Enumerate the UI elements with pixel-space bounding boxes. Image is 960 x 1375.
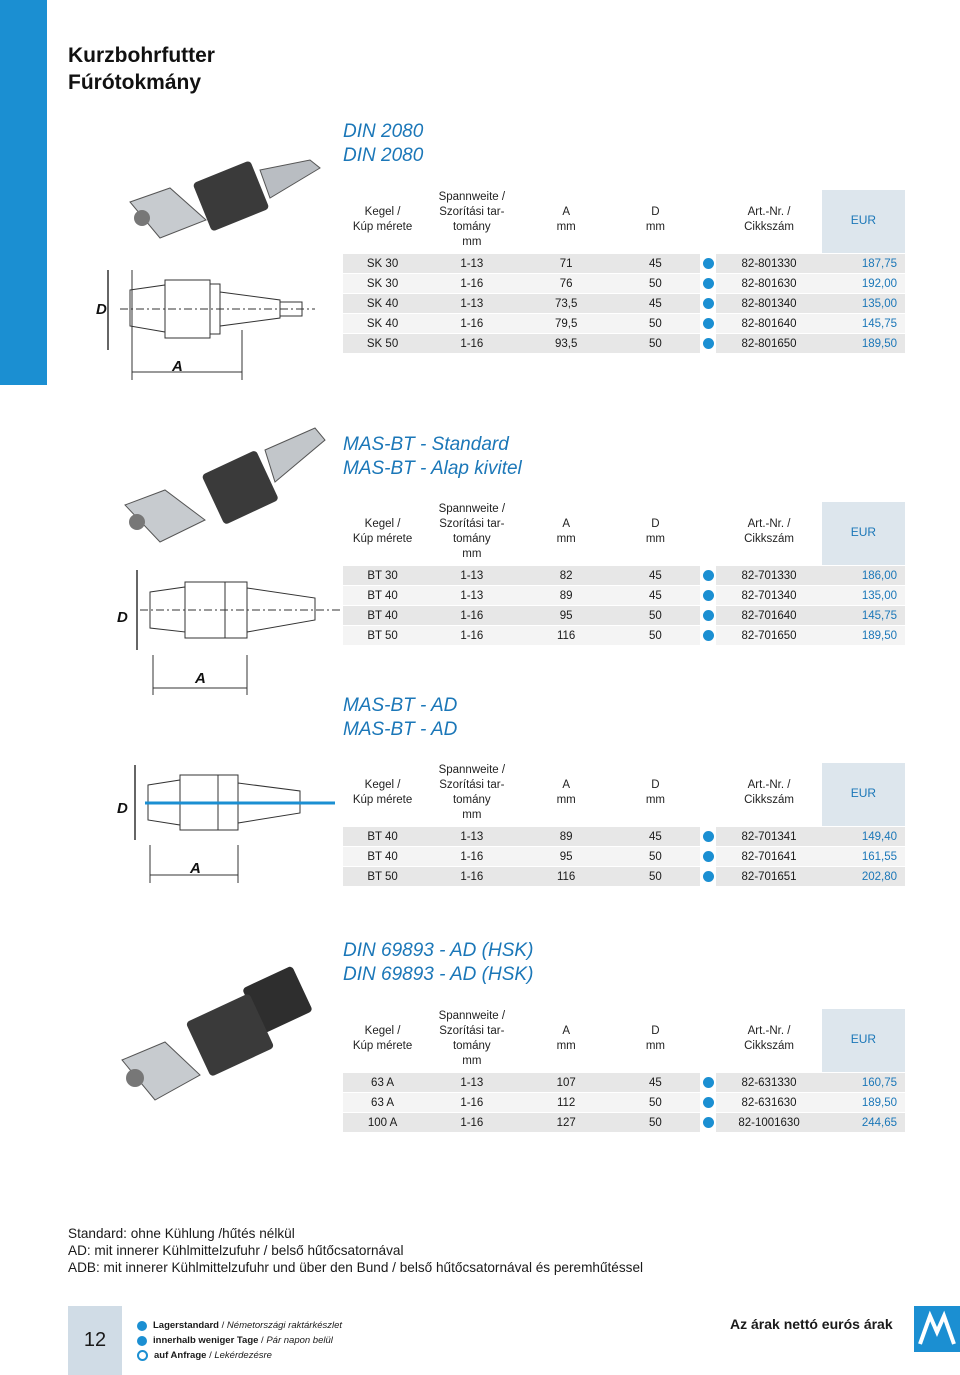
logo-mark-icon	[914, 1306, 960, 1352]
note-adb: ADB: mit innerer Kühlmittelzufuhr und über den Bund / belső hűtőcsatornával és peremhűtéssel	[68, 1260, 644, 1275]
section-title-de: DIN 69893 - AD (HSK)	[343, 940, 534, 961]
legend-item: auf Anfrage / Lekérdezésre	[137, 1348, 342, 1363]
stock-dot-icon	[703, 630, 714, 641]
brand-logo	[914, 1306, 960, 1352]
table-row: BT 50 1-16 116 50 82-701651 202,80	[343, 867, 905, 887]
dim-a-label: A	[190, 860, 201, 877]
stock-dot-icon	[703, 1097, 714, 1108]
table-row: SK 50 1-16 93,5 50 82-801650 189,50	[343, 334, 905, 354]
col-header-art-nr: Art.-Nr. / Cikkszám	[744, 518, 794, 545]
section-title-masbt-standard	[343, 433, 522, 481]
table-row: 63 A 1-16 112 50 82-631630 189,50	[343, 1093, 905, 1113]
bt-ad-chuck-drawing	[110, 765, 340, 885]
section-title-hu: DIN 2080	[343, 145, 424, 166]
title-hungarian: Fúrótokmány	[68, 71, 202, 94]
stock-dot-icon	[703, 1077, 714, 1088]
dim-d-label: D	[96, 301, 107, 318]
legend-item: innerhalb weniger Tage / Pár napon belül	[137, 1333, 342, 1348]
blue-side-bar	[0, 0, 47, 385]
note-standard: Standard: ohne Kühlung /hűtés nélkül	[68, 1226, 295, 1241]
col-header-art-nr: Art.-Nr. / Cikkszám	[744, 1025, 794, 1052]
stock-dot-icon	[703, 318, 714, 329]
section-title-hu: MAS-BT - Alap kivitel	[343, 458, 522, 479]
bt-chuck-drawing	[105, 570, 350, 695]
table-header-row	[343, 763, 905, 827]
section-title-hsk	[343, 939, 533, 987]
stock-dot-icon	[703, 298, 714, 309]
col-header-spannweite: Spannweite / Szorítási tar- tomány mm	[438, 1010, 506, 1067]
col-header-d: D mm	[645, 206, 666, 233]
col-header-spannweite: Spannweite / Szorítási tar- tomány mm	[438, 191, 506, 248]
table-header-row	[343, 1009, 905, 1073]
col-header-kegel: Kegel / Kúp mérete	[352, 1025, 413, 1052]
stock-dot-icon	[703, 610, 714, 621]
col-header-availability	[700, 190, 716, 254]
stock-dot-icon	[703, 1117, 714, 1128]
section-title-de: MAS-BT - AD	[343, 695, 458, 716]
col-header-art-nr: Art.-Nr. / Cikkszám	[744, 779, 794, 806]
table-row: 100 A 1-16 127 50 82-1001630 244,65	[343, 1113, 905, 1133]
price-table-din2080	[343, 190, 905, 353]
availability-legend	[137, 1318, 342, 1363]
section-title-din2080	[343, 120, 423, 168]
stock-dot-icon	[703, 851, 714, 862]
table-row: BT 40 1-13 89 45 82-701340 135,00	[343, 586, 905, 606]
col-header-eur: EUR	[822, 190, 905, 254]
section-title-hu: DIN 69893 - AD (HSK)	[343, 964, 534, 985]
price-note: Az árak nettó eurós árak	[730, 1316, 893, 1332]
table-row: SK 30 1-16 76 50 82-801630 192,00	[343, 274, 905, 294]
table-row: SK 30 1-13 71 45 82-801330 187,75	[343, 254, 905, 274]
col-header-eur: EUR	[822, 763, 905, 827]
col-header-availability	[700, 763, 716, 827]
col-header-eur: EUR	[822, 502, 905, 566]
col-header-eur: EUR	[822, 1009, 905, 1073]
coolant-notes	[68, 1225, 643, 1276]
table-header-row	[343, 502, 905, 566]
table-row: BT 40 1-16 95 50 82-701640 145,75	[343, 606, 905, 626]
col-header-d: D mm	[645, 779, 666, 806]
col-header-d: D mm	[645, 518, 666, 545]
stock-dot-icon	[703, 338, 714, 349]
table-header-row	[343, 190, 905, 254]
page-title	[68, 42, 215, 96]
dim-d-label: D	[117, 800, 128, 817]
bt-chuck-photo	[100, 420, 330, 550]
col-header-spannweite: Spannweite / Szorítási tar- tomány mm	[438, 764, 506, 821]
stock-dot-icon	[703, 871, 714, 882]
col-header-a: A mm	[556, 1025, 576, 1052]
dim-d-label: D	[117, 609, 128, 626]
price-table-masbt-standard	[343, 502, 905, 645]
col-header-a: A mm	[556, 779, 576, 806]
sk-chuck-drawing	[90, 270, 330, 385]
col-header-a: A mm	[556, 206, 576, 233]
col-header-d: D mm	[645, 1025, 666, 1052]
note-ad: AD: mit innerer Kühlmittelzufuhr / belső hűtőcsatornával	[68, 1243, 404, 1258]
price-table-masbt-ad	[343, 763, 905, 886]
col-header-a: A mm	[556, 518, 576, 545]
legend-item: Lagerstandard / Németországi raktárkészlet	[137, 1318, 342, 1333]
col-header-kegel: Kegel / Kúp mérete	[352, 518, 413, 545]
table-row: 63 A 1-13 107 45 82-631330 160,75	[343, 1073, 905, 1093]
col-header-kegel: Kegel / Kúp mérete	[352, 206, 413, 233]
half-dot-icon	[137, 1350, 148, 1361]
col-header-kegel: Kegel / Kúp mérete	[352, 779, 413, 806]
section-title-masbt-ad	[343, 694, 457, 742]
page-number: 12	[68, 1306, 122, 1375]
table-row: BT 30 1-13 82 45 82-701330 186,00	[343, 566, 905, 586]
price-table-hsk	[343, 1009, 905, 1132]
col-header-spannweite: Spannweite / Szorítási tar- tomány mm	[438, 503, 506, 560]
stock-dot-icon	[703, 831, 714, 842]
dim-a-label: A	[195, 670, 206, 687]
table-row: BT 50 1-16 116 50 82-701650 189,50	[343, 626, 905, 646]
section-title-de: MAS-BT - Standard	[343, 434, 509, 455]
table-row: SK 40 1-16 79,5 50 82-801640 145,75	[343, 314, 905, 334]
sk-chuck-photo	[110, 140, 340, 240]
filled-dot-icon	[137, 1321, 147, 1331]
col-header-art-nr: Art.-Nr. / Cikkszám	[744, 206, 794, 233]
hsk-chuck-photo	[100, 960, 330, 1110]
arrow-dot-icon	[137, 1336, 147, 1346]
col-header-availability	[700, 502, 716, 566]
section-title-hu: MAS-BT - AD	[343, 719, 458, 740]
title-german: Kurzbohrfutter	[68, 44, 215, 67]
stock-dot-icon	[703, 570, 714, 581]
stock-dot-icon	[703, 258, 714, 269]
stock-dot-icon	[703, 590, 714, 601]
col-header-availability	[700, 1009, 716, 1073]
stock-dot-icon	[703, 278, 714, 289]
table-row: SK 40 1-13 73,5 45 82-801340 135,00	[343, 294, 905, 314]
table-row: BT 40 1-16 95 50 82-701641 161,55	[343, 847, 905, 867]
dim-a-label: A	[172, 358, 183, 375]
table-row: BT 40 1-13 89 45 82-701341 149,40	[343, 827, 905, 847]
section-title-de: DIN 2080	[343, 121, 424, 142]
